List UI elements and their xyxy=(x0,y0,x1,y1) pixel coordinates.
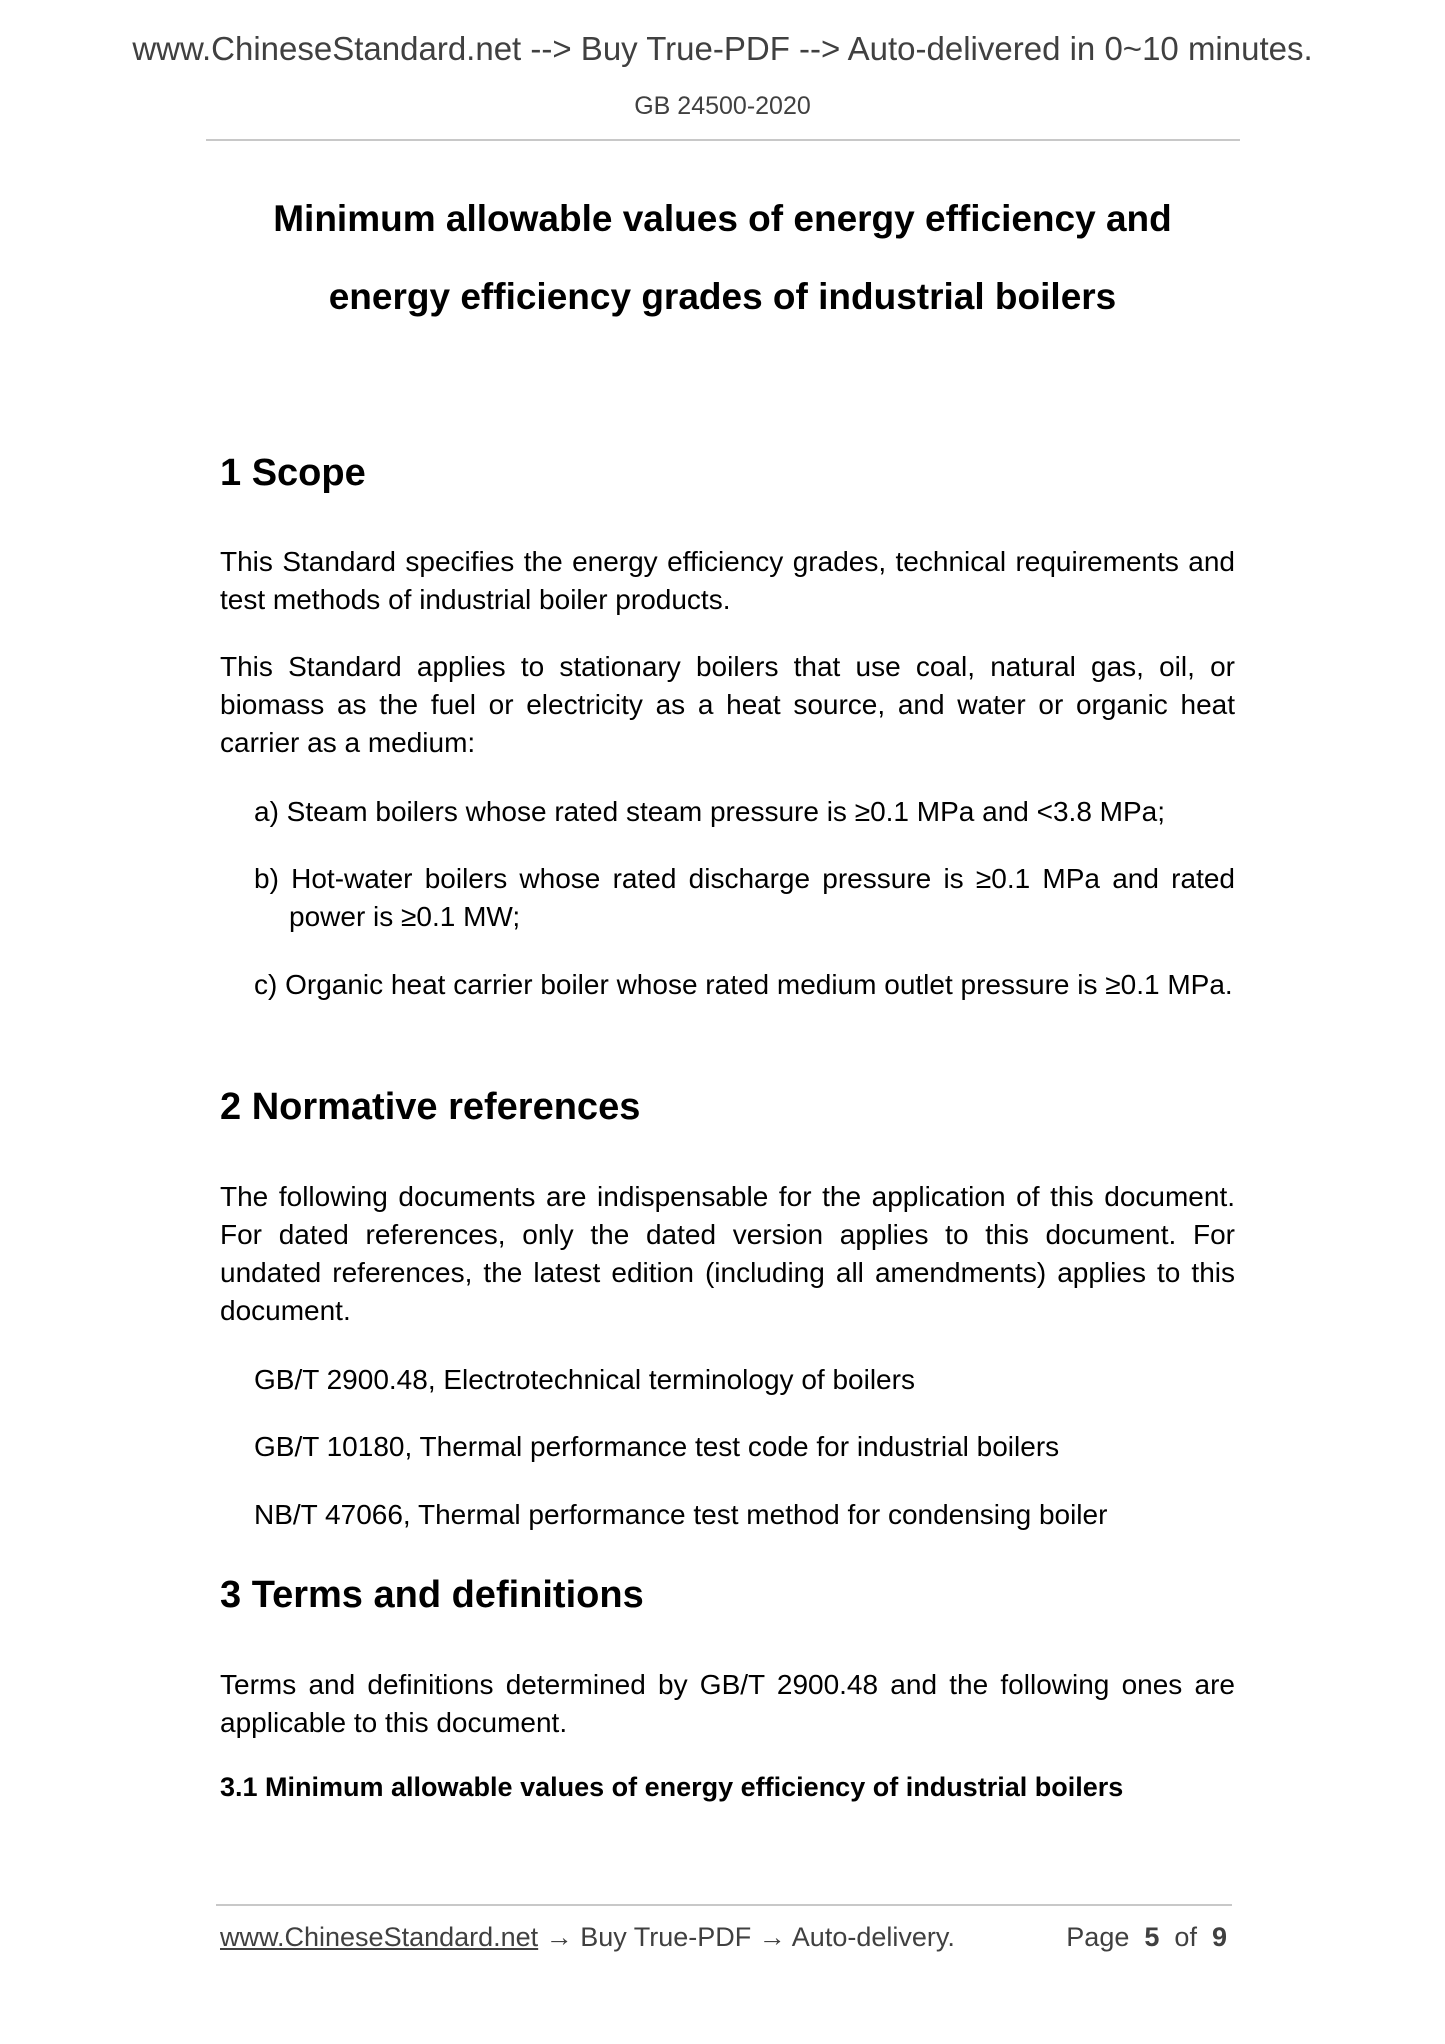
subsection-heading-3-1: 3.1 Minimum allowable values of energy efficiency of industrial boilers xyxy=(220,1772,1124,1802)
section-heading-terms: 3 Terms and definitions xyxy=(220,1574,644,1616)
header-banner[interactable]: www.ChineseStandard.net --> Buy True-PDF --> Auto-delivered in 0~10 minutes. xyxy=(132,30,1313,67)
footer-buy-text: Buy True-PDF xyxy=(580,1922,752,1952)
page-total: 9 xyxy=(1211,1922,1227,1952)
scope-paragraph-1: This Standard specifies the energy efficiency grades, technical requirements and test methods of industrial boiler products. xyxy=(220,546,1235,615)
header-divider xyxy=(206,139,1240,141)
reference-item: GB/T 2900.48, Electrotechnical terminology of boilers xyxy=(254,1364,915,1395)
terms-paragraph: Terms and definitions determined by GB/T 2900.48 and the following ones are applicable to this document. xyxy=(220,1669,1235,1738)
footer-delivery-text: Auto-delivery. xyxy=(791,1922,955,1952)
scope-list-item-a: a) Steam boilers whose rated steam pressure is ≥0.1 MPa and <3.8 MPa; xyxy=(254,796,1166,827)
document-title xyxy=(160,180,1285,336)
scope-list-item-c: c) Organic heat carrier boiler whose rated medium outlet pressure is ≥0.1 MPa. xyxy=(254,969,1233,1000)
standard-code: GB 24500-2020 xyxy=(634,92,811,120)
arrow-right-icon: → xyxy=(758,1922,786,1952)
scope-paragraph-2: This Standard applies to stationary boilers that use coal, natural gas, oil, or biomass as the fuel or electricity as a heat source, and water or organic heat carrier as a medium: xyxy=(220,651,1235,758)
section-heading-scope: 1 Scope xyxy=(220,452,366,494)
title-line-1: Minimum allowable values of energy efficiency and xyxy=(273,198,1172,239)
reference-item: NB/T 47066, Thermal performance test method for condensing boiler xyxy=(254,1499,1108,1530)
footer-divider xyxy=(216,1904,1232,1906)
normative-paragraph: The following documents are indispensable for the application of this document. For dated references, only the dated version applies to this document. For undated references, the latest edition (including all amendments) applies to this document. xyxy=(220,1181,1235,1326)
footer-link[interactable]: www.ChineseStandard.net xyxy=(220,1922,539,1952)
page-of: of xyxy=(1174,1922,1197,1952)
footer-promo xyxy=(220,1922,955,1953)
page-indicator xyxy=(1066,1922,1227,1953)
reference-item: GB/T 10180, Thermal performance test code for industrial boilers xyxy=(254,1431,1060,1462)
page-current: 5 xyxy=(1144,1922,1160,1952)
page-label: Page xyxy=(1066,1922,1130,1952)
scope-list-item-b: b) Hot-water boilers whose rated discharge pressure is ≥0.1 MPa and rated power is ≥0.1 MW; xyxy=(254,863,1235,932)
section-heading-normative-references: 2 Normative references xyxy=(220,1086,641,1128)
arrow-right-icon: → xyxy=(545,1922,573,1952)
title-line-2: energy efficiency grades of industrial boilers xyxy=(328,276,1117,317)
